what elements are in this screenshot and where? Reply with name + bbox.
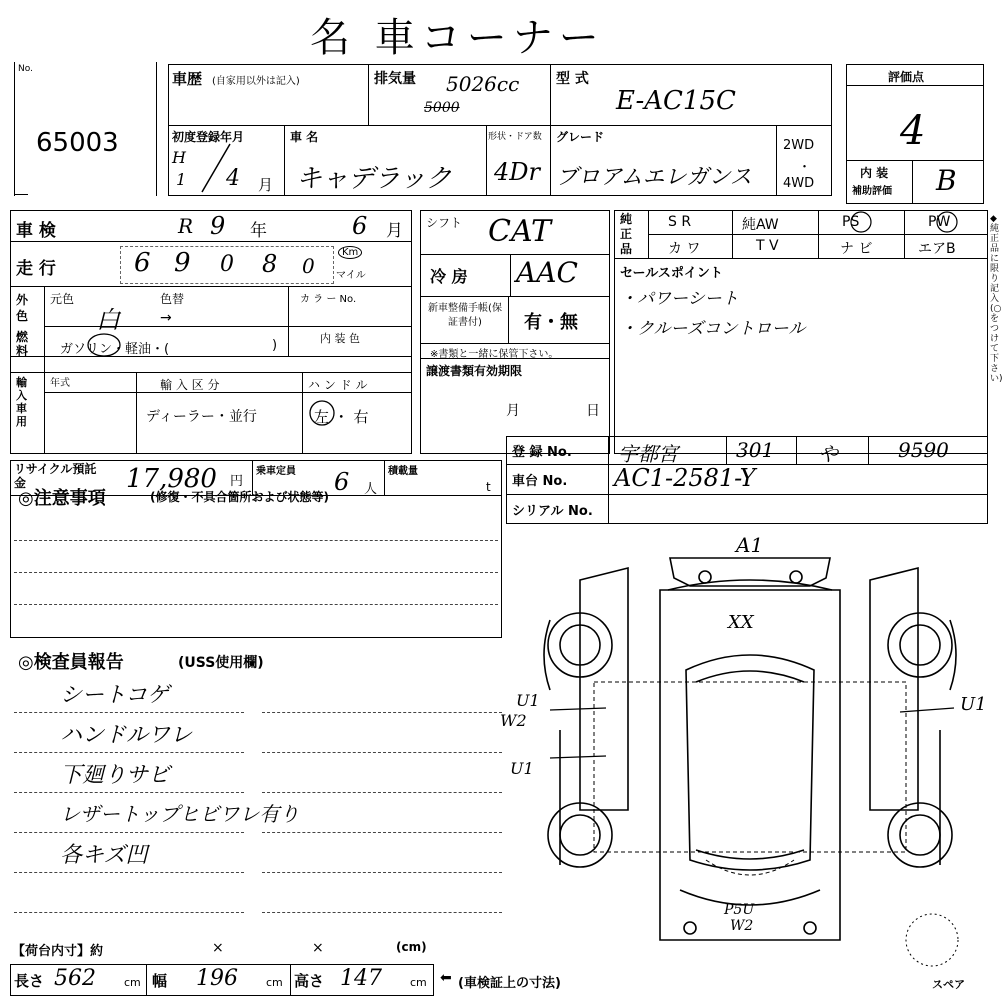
displacement-crossed: 5000	[424, 100, 460, 116]
drive-dot: ・	[798, 160, 812, 175]
notes-sub: (修復・不具合箇所および状態等)	[150, 490, 329, 504]
manual-value: 有・無	[524, 312, 578, 333]
first-reg-month: 4	[226, 166, 240, 191]
first-reg-label: 初度登録年月	[172, 130, 245, 144]
handle-label: ハ ン ド ル	[308, 378, 368, 392]
inspector-sub: (USS使用欄)	[178, 655, 264, 671]
length-unit: cm	[124, 976, 141, 989]
ac-value: AAC	[516, 256, 578, 289]
inspection-era: R	[178, 214, 194, 238]
mileage-digit-1: 6	[134, 248, 151, 278]
inspector-line-2: ハンドルワレ	[60, 723, 193, 748]
inspection-year-unit: 年	[250, 221, 267, 241]
capacity-value: 6	[334, 468, 350, 496]
chassis-value: AC1-2581-Y	[614, 464, 756, 492]
first-reg-month-unit: 月	[258, 176, 274, 194]
side-note: ◆純正品に限り記入(○をつけて下さい)	[990, 214, 1003, 384]
change-color-value: →	[160, 310, 172, 326]
sales-label: セールスポイント	[620, 266, 723, 281]
inspection-month-unit: 月	[386, 221, 403, 241]
mileage-digit-4: 8	[262, 250, 278, 278]
recycle-value: 17,980	[126, 464, 217, 494]
genuine-airbag: エアB	[918, 241, 956, 257]
mark-u1-left-lower: U1	[510, 759, 534, 778]
sales-point-2: ・クルーズコントロール	[620, 319, 806, 339]
pw-circle	[932, 210, 962, 234]
recycle-unit: 円	[230, 474, 244, 489]
load-unit: t	[486, 480, 491, 494]
car-name-value: キャデラック	[296, 164, 452, 194]
change-color-label: 色替	[160, 292, 185, 306]
inspector-line-5: 各キズ凹	[60, 843, 148, 868]
mileage-digit-2: 9	[174, 248, 191, 278]
handle-left-circle	[308, 398, 336, 428]
inspection-label: 車 検	[16, 221, 56, 241]
import-class-label: 輸 入 区 分	[160, 378, 220, 392]
orig-color-label: 元色	[50, 292, 75, 306]
first-reg-year: 1	[176, 170, 187, 189]
grade-label: グレード	[556, 130, 605, 144]
mark-w2-rear: W2	[730, 918, 754, 934]
history-label: 車歴	[172, 70, 203, 88]
registration-kana: や	[818, 442, 838, 466]
ac-label: 冷 房	[430, 267, 468, 286]
handle-value: 左 ・ 右	[314, 408, 369, 426]
mark-p5u: P5U	[724, 902, 755, 918]
genuine-ps: PS	[842, 214, 860, 230]
car-diagram	[500, 530, 1000, 970]
fuel-label: 燃料	[16, 330, 29, 358]
shift-value: CAT	[488, 214, 551, 249]
mileage-unit-km: Km	[338, 246, 362, 259]
model-label: 型 式	[556, 71, 589, 87]
chassis-label: 車台 No.	[512, 474, 568, 489]
displacement-label: 排気量	[374, 71, 416, 87]
color-label: 外色	[16, 293, 29, 323]
first-reg-era: H	[172, 148, 186, 167]
registration-number: 9590	[898, 438, 949, 462]
score-value: 4	[900, 108, 926, 154]
mark-w2-left: W2	[500, 711, 527, 730]
transfer-label: 譲渡書類有効期限	[426, 364, 523, 378]
orig-color-value: 白	[96, 306, 120, 334]
sales-point-1: ・パワーシート	[620, 289, 739, 309]
mileage-label: 走 行	[16, 259, 56, 279]
cargo-x1: ×	[212, 940, 224, 956]
interior-value: B	[936, 164, 957, 197]
import-class-value: ディーラー・並行	[146, 409, 257, 425]
width-value: 196	[196, 966, 238, 991]
fuel-options: ガソリン・軽油・(	[60, 342, 170, 357]
fuel-close: )	[272, 338, 278, 353]
displacement-value: 5026cc	[446, 72, 520, 96]
lot-no-label: No.	[18, 64, 33, 74]
interior-sub: 補助評価	[852, 186, 892, 197]
cargo-unit: (cm)	[396, 940, 427, 954]
genuine-leather: カ ワ	[668, 241, 701, 257]
arrow-left-icon: ⬅	[440, 970, 452, 986]
score-label: 評価点	[888, 70, 925, 84]
spare-label: スペア	[932, 978, 965, 991]
capacity-label: 乗車定員	[256, 466, 296, 477]
length-label: 長さ	[14, 972, 45, 990]
dims-note: (車検証上の寸法)	[458, 976, 561, 991]
page-title: 名 車コーナー	[310, 15, 605, 61]
registration-class: 301	[736, 438, 775, 462]
load-label: 積載量	[388, 466, 418, 477]
manual-note: ※書類と一緒に保管下さい。	[430, 349, 559, 360]
inspection-year: 9	[210, 212, 226, 240]
import-year-label: 年式	[50, 378, 70, 389]
interior-color-label: 内 装 色	[320, 332, 360, 345]
inspector-line-4: レザートップヒビワレ有り	[60, 802, 300, 826]
mark-xx: XX	[728, 612, 754, 633]
mileage-digit-5: 0	[302, 254, 315, 278]
capacity-unit: 人	[364, 482, 378, 497]
cargo-label: 【荷台内寸】約	[12, 944, 104, 959]
notes-title: ◎注意事項	[18, 488, 106, 509]
cargo-x2: ×	[312, 940, 324, 956]
mileage-digit-3: 0	[220, 252, 234, 277]
genuine-pw: PW	[928, 214, 951, 230]
mark-a1: A1	[736, 533, 764, 557]
color-code-label: カ ラ ー No.	[300, 294, 357, 305]
drive-2wd: 2WD	[783, 138, 815, 153]
interior-label: 内 装	[860, 166, 889, 180]
mileage-unit-mile: マイル	[336, 270, 366, 281]
mark-u1-left: U1	[516, 691, 540, 710]
ps-circle	[846, 210, 876, 234]
import-label: 輸入車用	[16, 376, 27, 428]
doors-value: 4Dr	[494, 158, 540, 186]
inspector-line-3: 下廻りサビ	[60, 763, 171, 788]
height-unit: cm	[410, 976, 427, 989]
drive-4wd: 4WD	[783, 176, 815, 191]
registration-place: 宇都宮	[618, 442, 678, 466]
car-name-label: 車 名	[290, 130, 319, 144]
recycle-label: リサイクル預託金	[14, 462, 97, 490]
lot-box	[14, 62, 160, 196]
mark-u1-right: U1	[960, 694, 987, 715]
width-unit: cm	[266, 976, 283, 989]
width-label: 幅	[152, 972, 168, 990]
lot-number: 65003	[36, 128, 119, 158]
transfer-day: 日	[586, 403, 600, 419]
length-value: 562	[54, 966, 96, 991]
doors-label: 形状・ドア数	[488, 132, 542, 142]
model-value: E-AC15C	[616, 86, 736, 116]
height-label: 高さ	[294, 972, 325, 990]
inspection-month: 6	[352, 212, 368, 240]
shift-label: シフト	[426, 216, 463, 230]
genuine-label: 純正品	[620, 212, 633, 256]
genuine-navi: ナ ビ	[840, 241, 873, 257]
transfer-month: 月	[506, 403, 520, 419]
inspector-line-1: シートコゲ	[60, 683, 170, 708]
height-value: 147	[340, 966, 382, 991]
history-note: (自家用以外は記入)	[212, 76, 300, 87]
genuine-tv: T V	[756, 238, 779, 254]
manual-label: 新車整備手帳(保証書付)	[428, 303, 502, 328]
genuine-sr: S R	[668, 214, 692, 230]
registration-label: 登 録 No.	[512, 445, 572, 460]
grade-value: ブロアムエレガンス	[556, 165, 752, 190]
serial-label: シリアル No.	[512, 504, 593, 519]
inspector-title: ◎検査員報告	[18, 652, 124, 673]
fuel-selected-circle	[86, 332, 122, 358]
genuine-aw: 純AW	[742, 217, 779, 233]
